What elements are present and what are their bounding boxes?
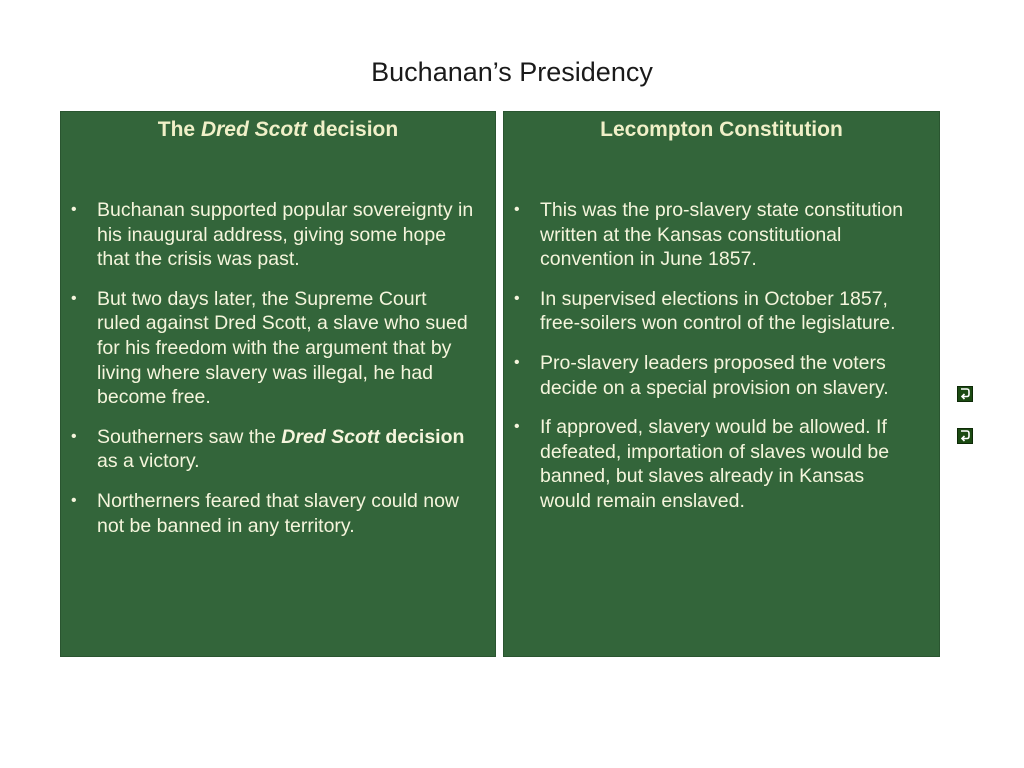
lecompton-panel <box>503 111 940 657</box>
bullet-text: If approved, slavery would be allowed. If defeated, importation of slaves would be banned, but slaves already in Kansas would remain enslaved. <box>540 416 890 512</box>
bullet-icon: • <box>71 427 77 445</box>
bullet-text: This was the pro-slavery state constitution written at the Kansas constitutional convention in June 1857. <box>540 199 904 271</box>
bullet-icon: • <box>71 491 77 509</box>
lecompton-heading: Lecompton Constitution <box>600 118 843 141</box>
bullet-text-suffix: as a victory. <box>97 450 200 473</box>
list-item <box>514 198 919 272</box>
bullet-icon: • <box>71 289 77 307</box>
bullet-icon: • <box>514 201 520 218</box>
bullet-text: In supervised elections in October 1857, free-soilers won control of the legislature. <box>540 287 896 335</box>
bullet-text: Buchanan supported popular sovereignty in his inaugural address, giving some hope that the crisis was past. <box>97 199 474 271</box>
bullet-bold: decision <box>385 425 465 448</box>
list-item <box>514 415 919 513</box>
bullet-text: Pro-slavery leaders proposed the voters decide on a special provision on slavery. <box>540 351 889 399</box>
bullet-icon: • <box>514 353 520 371</box>
return-arrow-button[interactable] <box>957 386 973 402</box>
bullet-text-prefix: Southerners saw the <box>97 425 276 448</box>
dred-scott-panel <box>60 111 496 657</box>
list-item <box>71 198 475 272</box>
dred-scott-bullet-list <box>61 198 495 553</box>
list-item <box>514 351 919 400</box>
bullet-bold-italic: Dred Scott <box>281 425 380 448</box>
heading-suffix: decision <box>313 118 399 141</box>
bullet-text: Northerners feared that slavery could now not be banned in any territory. <box>97 489 460 537</box>
lecompton-bullet-list <box>504 198 939 529</box>
list-item <box>71 489 475 538</box>
heading-prefix: The <box>157 118 196 141</box>
bullet-icon: • <box>71 201 77 218</box>
list-item <box>514 287 919 336</box>
return-arrow-icon <box>958 429 972 443</box>
bullet-icon: • <box>514 289 520 307</box>
heading-italic: Dred Scott <box>200 118 308 141</box>
list-item <box>71 425 475 474</box>
bullet-text: But two days later, the Supreme Court ruled against Dred Scott, a slave who sued for his freedom with the argument that by living where slavery was illegal, he had become free. <box>97 287 468 409</box>
return-arrow-button[interactable] <box>957 428 973 444</box>
slide-title: Buchanan’s Presidency <box>371 57 653 87</box>
dred-scott-heading <box>61 116 495 144</box>
bullet-icon: • <box>514 418 520 436</box>
list-item <box>71 287 475 410</box>
return-arrow-icon <box>958 387 972 401</box>
